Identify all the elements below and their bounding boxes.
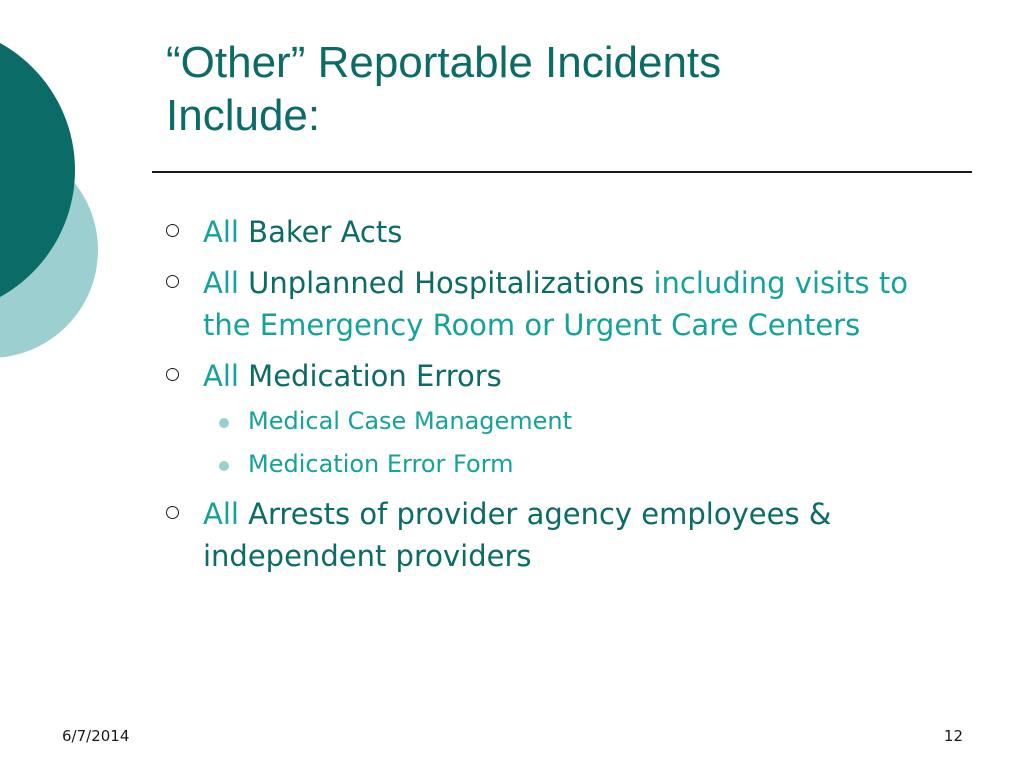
- slide-title: [166, 36, 966, 142]
- bullet-text: Unplanned Hospitalizations: [248, 266, 645, 300]
- filled-circle-icon: [219, 418, 229, 428]
- sub-bullet-item: [166, 400, 956, 443]
- bullet-prefix: All: [203, 266, 239, 300]
- bullet-list: [166, 211, 956, 586]
- sub-bullet-item: [166, 443, 956, 486]
- bullet-prefix: All: [203, 359, 239, 393]
- decorative-circles: [0, 0, 110, 420]
- hollow-circle-icon: [166, 506, 179, 519]
- filled-circle-icon: [219, 461, 229, 471]
- bullet-text: Baker Acts: [248, 215, 403, 249]
- bullet-item: [166, 493, 956, 577]
- bullet-prefix: All: [203, 497, 239, 531]
- hollow-circle-icon: [166, 224, 179, 237]
- bullet-item: [166, 262, 956, 346]
- bullet-prefix: All: [203, 215, 239, 249]
- hollow-circle-icon: [166, 368, 179, 381]
- slide-title-line: “Other” Reportable Incidents: [166, 38, 722, 87]
- page-number: 12: [943, 727, 963, 745]
- sub-bullet-list: [166, 400, 956, 486]
- bullet-item: [166, 355, 956, 397]
- hollow-circle-icon: [166, 275, 179, 288]
- slide-title-line: Include:: [166, 91, 321, 140]
- bullet-suffix: including visits to the Emergency Room or Urgent Care Centers: [203, 266, 908, 342]
- bullet-text: Arrests of provider agency employees & independent providers: [203, 497, 832, 573]
- bullet-item: [166, 211, 956, 253]
- sub-bullet-text: Medical Case Management: [248, 407, 573, 435]
- title-divider: [152, 171, 972, 173]
- footer-date: 6/7/2014: [62, 727, 130, 745]
- sub-bullet-text: Medication Error Form: [248, 450, 514, 478]
- bullet-text: Medication Errors: [248, 359, 502, 393]
